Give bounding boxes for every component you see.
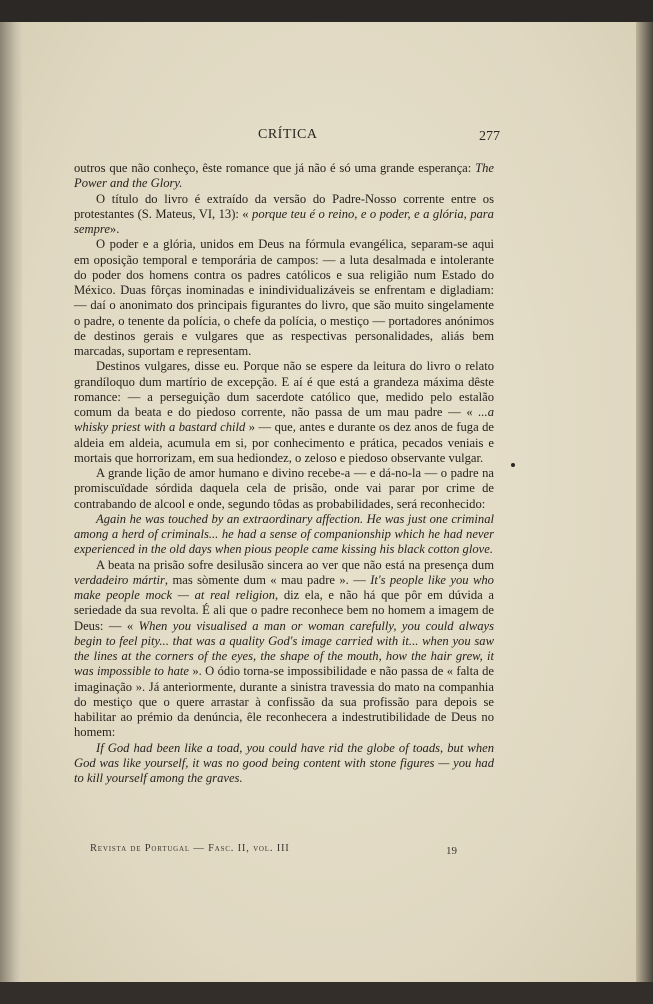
body-text: [74, 161, 494, 786]
scan-top-edge: [0, 0, 653, 22]
running-header-title: CRÍTICA: [258, 127, 318, 142]
printer-signature-mark: 19: [446, 845, 457, 857]
ink-speck: [511, 463, 515, 467]
italic-run: The Power and the Glory.: [74, 161, 494, 191]
block-quote-2: If God had been like a toad, you could have rid the globe of toads, but when God was like yourself, it was no good being content with stone figures — you had to kill yourself among the graves.: [74, 740, 494, 785]
paragraph-6: A beata na prisão sofre desilusão sincera ao ver que não está na presença dum verdadeiro mártir, mas sòmente dum « mau padre ». — It's people like you who make people mock — at real religion, diz ela, e não há que pôr em dúvida a seriedade da sua revolta. É ali que o padre reconhece bem no homem a imagem de Deus: — « When you visualised a man or woman carefully, you could always begin to feel pity... that was a quality God's image carried with it... when you saw the lines at the corners of the eyes, the shape of the mouth, how the hair grew, it was impossible to hate ». O ódio torna-se impossibilidade e não passa de « falta de imaginação ». Já anteriormente, durante a sinistra travessia do mato na companhia do mestiço que o quere arrastar à confissão da sua profissão para depois se habilitar ao prémio da denúncia, êle reconhecera a indestrutibilidade de Deus no homem:: [74, 557, 495, 740]
paragraph-5: A grande lição de amor humano e divino recebe-a — e dá-no-la — o padre na promiscuïdade sórdida daquela cela de prisão, onde vai parar por crime de contrabando de alcool e onde, segundo tôdas as probabilidades, será reconhecido:: [74, 466, 494, 511]
page-right-edge: [636, 22, 653, 982]
italic-run: When you visualised a man or woman carefully, you could always begin to feel pity... that was a quality God's image carried with it... when you saw the lines at the corners of the eyes, the shape of the mouth, how the hair grew, it was impossible to hate: [74, 618, 495, 679]
paragraph-1: outros que não conheço, êste romance que já não é só uma grande esperança: The Power and the Glory.: [74, 161, 494, 191]
book-spine-shadow: [0, 22, 22, 982]
italic-run: It's people like you who make people mock — at real religion: [74, 572, 494, 602]
page-number: 277: [479, 129, 500, 144]
paragraph-4: Destinos vulgares, disse eu. Porque não se espere da leitura do livro o relato grandíloquo dum martírio de excepção. E aí é que está a grandeza máxima dêste romance: — a perseguição dum sacerdote católico que, medido pelo estalão comum da beata e do piedoso corrente, não passa de um mau padre — « ...a whisky priest with a bastard child » — que, antes e durante os dez anos de fuga de aldeia em aldeia, acumula em si, por conhecimento e prática, pecados veniais e mortais que horrorizam, em sua hediondez, o zeloso e piedoso observante vulgar.: [74, 359, 494, 465]
italic-run: ...a whisky priest with a bastard child: [74, 405, 494, 435]
paragraph-3: O poder e a glória, unidos em Deus na fórmula evangélica, separam-se aqui em oposição temporal e temporária de campos: — a luta desalmada e intolerante do poder dos homens contra os padres católicos e sua religião num Estado do México. Duas fôrças inominadas e inindividualizáveis se enfrentam e digladiam: — daí o anonimato dos principais figurantes do livro, que são muito singelamente o padre, o tenente da polícia, o chefe da polícia, o mestiço — portadores anónimos de destinos gerais e vulgares que as respectivas personalidades, aliás bem marcadas, suportam e representam.: [74, 237, 494, 358]
italic-run: porque teu é o reino, e o poder, e a glória, para sempre: [74, 206, 494, 236]
block-quote-1: Again he was touched by an extraordinary affection. He was just one criminal among a herd of criminals... he had a sense of companionship which he had never experienced in the old days when pious people came kissing his black cotton glove.: [74, 511, 494, 557]
scan-bottom-edge: [0, 982, 653, 1004]
italic-run: verdadeiro mártir: [74, 572, 165, 587]
journal-footer: Revista de Portugal — Fasc. II, vol. III: [90, 843, 290, 854]
paragraph-2: O título do livro é extraído da versão do Padre-Nosso corrente entre os protestantes (S. Mateus, VI, 13): « porque teu é o reino, e o poder, e a glória, para sempre».: [74, 191, 494, 236]
